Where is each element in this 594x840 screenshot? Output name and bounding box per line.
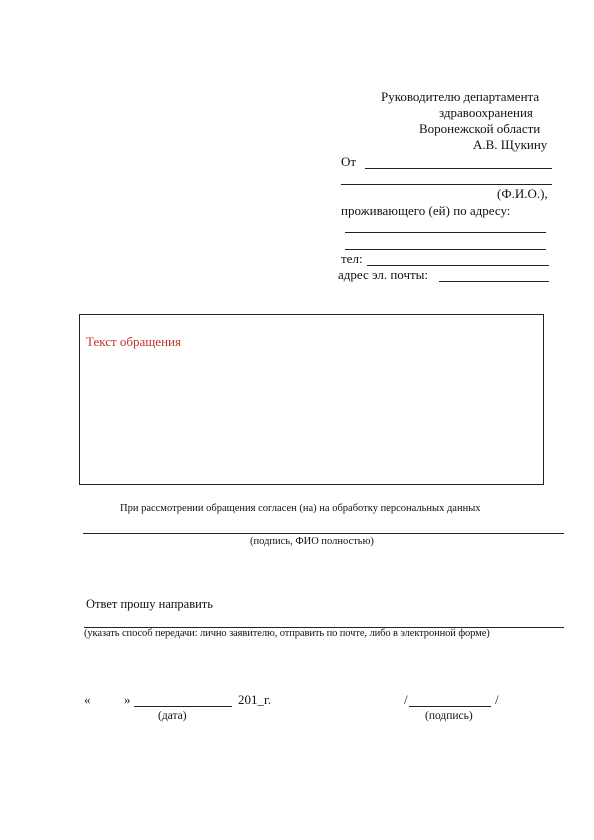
consent-text: При рассмотрении обращения согласен (на) на обработку персональных данных xyxy=(120,503,481,514)
date-caption: (дата) xyxy=(158,710,187,722)
from-label: От xyxy=(341,154,357,169)
fio-label: (Ф.И.О.), xyxy=(497,186,548,201)
email-field-line[interactable] xyxy=(439,281,549,282)
phone-field-line[interactable] xyxy=(367,265,549,266)
signature-slash-left: / xyxy=(404,692,408,707)
from-field-line[interactable] xyxy=(365,168,552,169)
address-field-line-2[interactable] xyxy=(345,249,546,250)
reply-title: Ответ прошу направить xyxy=(86,597,213,611)
phone-label: тел: xyxy=(341,251,363,266)
addressee-line-2: здравоохранения xyxy=(439,105,533,120)
signature-slash-right: / xyxy=(495,692,499,707)
from-field-line-2[interactable] xyxy=(341,184,552,185)
date-year: 201_г. xyxy=(238,692,272,707)
date-quote-open: « xyxy=(84,692,91,707)
email-label: адрес эл. почты: xyxy=(338,267,429,282)
date-day-line[interactable] xyxy=(92,706,122,707)
consent-caption: (подпись, ФИО полностью) xyxy=(250,536,374,547)
signature-line[interactable] xyxy=(409,706,491,707)
reply-caption: (указать способ передачи: лично заявителю, отправить по почте, либо в электронной форме) xyxy=(84,628,490,639)
date-quote-close: » xyxy=(124,692,131,707)
date-month-line[interactable] xyxy=(134,706,232,707)
addressee-line-3: Воронежской области xyxy=(419,121,541,136)
addressee-line-1: Руководителю департамента xyxy=(381,89,540,104)
address-label: проживающего (ей) по адресу: xyxy=(341,203,511,218)
address-field-line-1[interactable] xyxy=(345,232,546,233)
addressee-line-4: А.В. Щукину xyxy=(473,137,548,152)
signature-caption: (подпись) xyxy=(425,710,473,722)
appeal-text-box[interactable] xyxy=(79,314,544,485)
appeal-title: Текст обращения xyxy=(86,334,181,349)
consent-signature-line[interactable] xyxy=(83,533,564,534)
